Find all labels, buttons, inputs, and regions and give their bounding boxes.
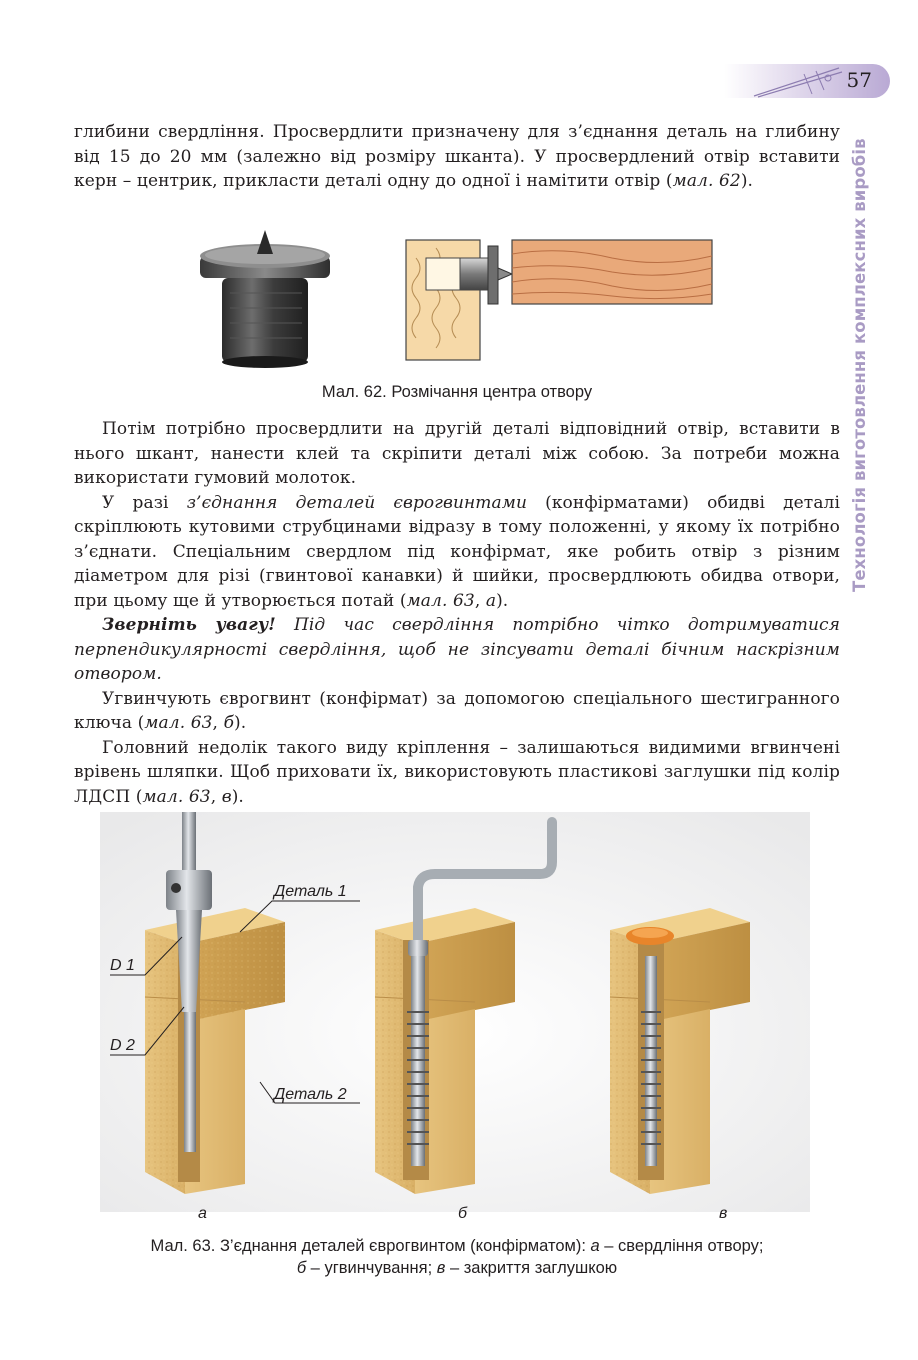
section-title: Технологія виготовлення комплексних виробів [850,138,869,592]
paragraph-text: , [474,590,486,611]
figure-reference: мал. 63 [406,590,475,611]
paragraph-3 [74,491,840,614]
caption-letter: в [436,1259,446,1277]
paragraph-2: Потім потрібно просвердлити на другій деталі відповідний отвір, вставити в нього шкант, нанести клей та скріпити деталі між собою. За потреби можна використати гумовий молоток. [74,419,840,488]
paragraph-text: , [212,713,224,733]
figure-reference: в [221,786,232,807]
figure-reference: мал. 63 [144,713,213,733]
figure-reference: а [485,590,497,611]
notice-text: Під час свердління потрібно чітко дотримуватися перпендикулярності свердління, щоб не зіпсувати деталі бічним наскрізним отвором. [74,615,840,684]
paragraph-text: (конфірматами) обидві деталі скріплюють кутовими струбцинами відразу в тому положенні, у якому їх потрібно з’єднати. Спеціальним свердлом під конфірмат, яке робить отвір з різним діаметром для різі (гвинтової канавки) й шийки, просвердлюють обидва отвори, при цьому ще й утворюється потай ( [74,492,840,611]
label-detail-2: Деталь 2 [274,1086,347,1103]
figure-62-illustration [190,228,730,368]
dowel-center-photo [200,230,330,368]
emphasis-term: з’єднання деталей єврогвинтами [186,492,528,513]
pencil-decoration-icon [744,64,844,98]
page-number: 57 [846,68,872,92]
figure-reference: б [223,713,235,733]
section-title-vertical [832,118,892,592]
paragraph-text: Угвинчують єврогвинт (конфірмат) за допомогою спеціального шестигранного ключа ( [74,688,840,733]
figure-63-illustration [100,812,810,1212]
figure-reference: мал. 62 [672,171,741,191]
paragraph-text: ). [231,786,244,807]
label-detail-1: Деталь 1 [274,883,347,900]
dowel-marking-diagram [406,240,712,360]
caption-text: Мал. 63. З’єднання деталей єврогвинтом (конфірматом): [150,1237,591,1255]
caption-text: – угвинчування; [306,1259,437,1277]
paragraph-text: ). [234,713,247,733]
body-text [74,417,840,809]
figure-reference: мал. 63 [142,786,211,807]
paragraph-text: ). [740,171,754,191]
paragraph-text: глибини свердління. Просвердлити призначену для з’єднання деталь на глибину від 15 до 20 мм (залежно від розміру шканта). У просвердлений отвір вставити керн – центрик, прикласти деталі одну до одної і намітити отвір ( [74,122,840,191]
paragraph-text: ). [496,590,509,611]
sublabel-a: а [198,1205,207,1222]
caption-letter: а [590,1237,600,1255]
paragraph-text: , [210,786,222,807]
paragraph-1 [74,120,840,194]
figure-63-caption [74,1235,840,1279]
sublabel-b: б [458,1205,467,1222]
label-d1: D 1 [110,957,135,974]
notice-heading: Зверніть увагу! [102,615,276,635]
caption-text: – закриття заглушкою [445,1259,618,1277]
caption-text: – свердління отвору; [599,1237,764,1255]
label-d2: D 2 [110,1037,135,1054]
paragraph-text: Головний недолік такого виду кріплення – залишаються видимими вгвинчені врівень шляпки. Щоб приховати їх, використовують пластикові заглушки під колір ЛДСП ( [74,737,840,807]
paragraph-4-notice [74,613,840,687]
page-number-tab [724,64,890,98]
sublabel-c: в [719,1205,728,1222]
caption-letter: б [296,1259,307,1277]
paragraph-text: У разі [102,492,187,513]
paragraph-5 [74,687,840,736]
figure-62-caption: Мал. 62. Розмічання центра отвору [321,383,593,401]
paragraph-6 [74,736,840,810]
